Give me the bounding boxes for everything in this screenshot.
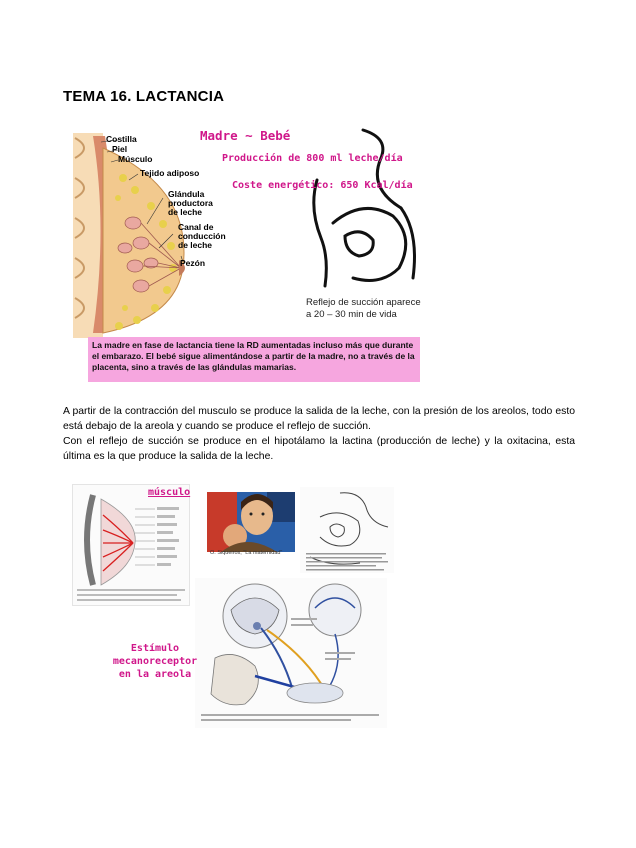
- label-canal: Canal de conducción de leche: [178, 222, 226, 250]
- paragraph-2: Con el reflejo de succión se produce en el hipotálamo la lactina (producción de leche) y la oxitacina, esta última es la que produce la salida de la leche.: [63, 436, 575, 462]
- painting-caption: O. Siqueiros, "La maternidad": [210, 550, 283, 556]
- label-glandula: Glándula productora de leche: [168, 189, 213, 217]
- suckling-svg: [300, 487, 394, 573]
- reflejo-line-2: a 20 – 30 min de vida: [306, 309, 397, 320]
- brain-reflex-svg: [195, 578, 387, 728]
- estimulo-label: [105, 642, 205, 681]
- maternity-painting: [207, 492, 295, 552]
- label-musculo: Músculo: [118, 154, 153, 164]
- madre-bebe-heading: Madre ~ Bebé: [200, 128, 291, 143]
- pink-info-box: La madre en fase de lactancia tiene la RD aumentadas incluso más que durante el embarazo. El bebé sigue alimentándose a partir de la madre, no a través de la placenta, sino a través de las glándulas mamarias.: [88, 337, 420, 382]
- painting-drawing: [207, 492, 295, 552]
- body-paragraph: [63, 404, 575, 464]
- paragraph-1: A partir de la contracción del musculo se produce la salida de la leche, con la presión de los areolos, todo esto está debajo de la areola y cuando se produce el reflejo de succión.: [63, 406, 575, 432]
- musculo-drawing: [73, 485, 189, 605]
- estimulo-line-2: mecanoreceptor: [112, 656, 198, 667]
- estimulo-line-3: en la areola: [118, 669, 192, 680]
- produccion-text: Producción de 800 ml leche/día: [222, 153, 403, 164]
- reflejo-line-1: Reflejo de succión aparece: [306, 297, 421, 308]
- musculo-diagram: [72, 484, 190, 606]
- label-costilla: Costilla: [106, 134, 137, 144]
- coste-text: Coste energético: 650 Kcal/día: [232, 180, 413, 191]
- musculo-label: músculo: [148, 487, 191, 498]
- label-tejido-adiposo: Tejido adiposo: [140, 168, 200, 178]
- label-pezon: Pezón: [180, 258, 206, 268]
- reflejo-caption: [306, 297, 421, 321]
- brain-reflex-diagram: [195, 578, 387, 728]
- estimulo-line-1: Estímulo: [130, 643, 180, 654]
- label-piel: Piel: [112, 144, 128, 154]
- suckling-drawing: [300, 487, 394, 573]
- page-title: TEMA 16. LACTANCIA: [63, 88, 225, 105]
